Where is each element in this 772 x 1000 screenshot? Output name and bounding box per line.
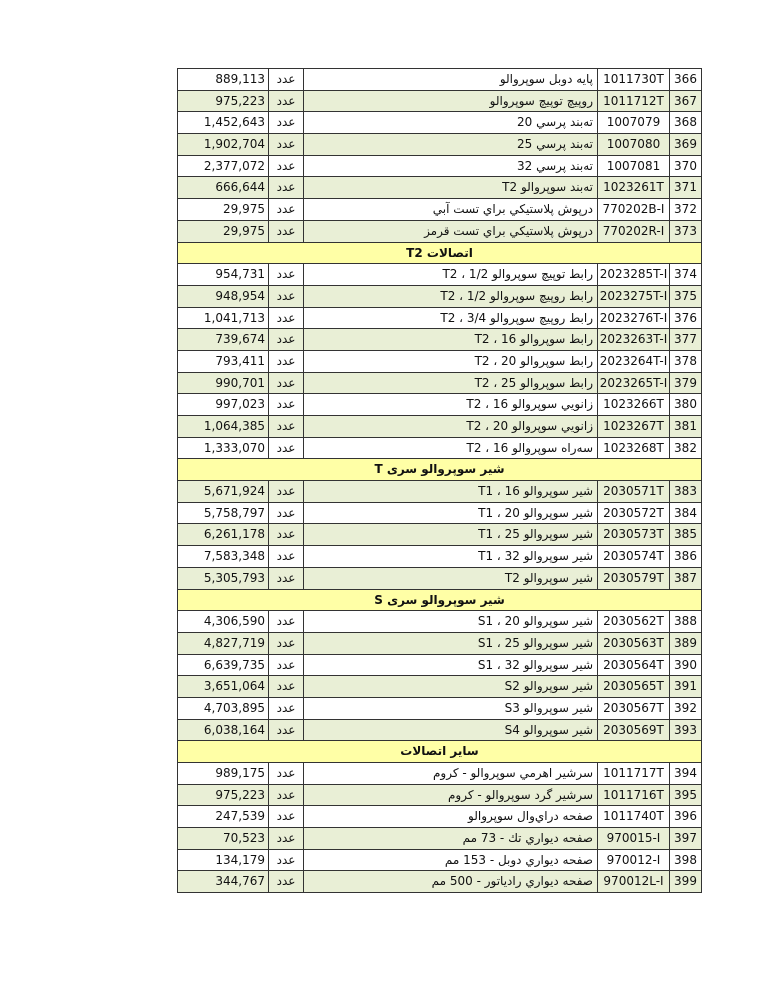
- price-cell: 6,038,164: [178, 720, 269, 742]
- table-row: [178, 850, 702, 872]
- code-cell: 1023266T: [598, 394, 670, 416]
- code-cell: 2030564T: [598, 655, 670, 677]
- description-cell: صفحه ديواري دوبل - 153 مم: [304, 850, 598, 872]
- price-cell: 29,975: [178, 199, 269, 221]
- price-cell: 1,902,704: [178, 134, 269, 156]
- unit-cell: عدد: [269, 286, 304, 308]
- price-cell: 1,041,713: [178, 308, 269, 330]
- section-header: شير سوپروالو سری S: [178, 590, 702, 612]
- unit-cell: عدد: [269, 394, 304, 416]
- table-row: [178, 91, 702, 113]
- section-header: ساير اتصالات: [178, 741, 702, 763]
- description-cell: شير سوپروالو S1 ، 32: [304, 655, 598, 677]
- unit-cell: عدد: [269, 199, 304, 221]
- code-cell: 2030565T: [598, 676, 670, 698]
- unit-cell: عدد: [269, 112, 304, 134]
- price-cell: 1,333,070: [178, 438, 269, 460]
- code-cell: 1011730T: [598, 69, 670, 91]
- row-number-cell: 389: [670, 633, 702, 655]
- unit-cell: عدد: [269, 698, 304, 720]
- price-cell: 29,975: [178, 221, 269, 243]
- table-row: [178, 828, 702, 850]
- section-header: اتصالات T2: [178, 243, 702, 265]
- table-row: [178, 373, 702, 395]
- code-cell: 1007080: [598, 134, 670, 156]
- unit-cell: عدد: [269, 633, 304, 655]
- row-number-cell: 393: [670, 720, 702, 742]
- description-cell: ته‌بند پرسي 32: [304, 156, 598, 178]
- description-cell: رابط روپيچ سوپروالو T2 ، 3/4: [304, 308, 598, 330]
- row-number-cell: 394: [670, 763, 702, 785]
- code-cell: 970015-I: [598, 828, 670, 850]
- price-cell: 1,452,643: [178, 112, 269, 134]
- unit-cell: عدد: [269, 134, 304, 156]
- table-row: [178, 286, 702, 308]
- row-number-cell: 395: [670, 785, 702, 807]
- price-cell: 7,583,348: [178, 546, 269, 568]
- description-cell: صفحه دراي‌وال سوپروالو: [304, 806, 598, 828]
- unit-cell: عدد: [269, 156, 304, 178]
- row-number-cell: 392: [670, 698, 702, 720]
- table-row: [178, 524, 702, 546]
- table-row: [178, 720, 702, 742]
- row-number-cell: 385: [670, 524, 702, 546]
- table-row: [178, 221, 702, 243]
- description-cell: شير سوپروالو T1 ، 32: [304, 546, 598, 568]
- price-cell: 5,305,793: [178, 568, 269, 590]
- price-cell: 997,023: [178, 394, 269, 416]
- description-cell: زانويي سوپروالو T2 ، 20: [304, 416, 598, 438]
- price-cell: 344,767: [178, 871, 269, 893]
- row-number-cell: 380: [670, 394, 702, 416]
- row-number-cell: 367: [670, 91, 702, 113]
- description-cell: درپوش پلاستيكي براي تست آبي: [304, 199, 598, 221]
- code-cell: 2030572T: [598, 503, 670, 525]
- price-cell: 948,954: [178, 286, 269, 308]
- code-cell: 2030571T: [598, 481, 670, 503]
- code-cell: 1011712T: [598, 91, 670, 113]
- description-cell: شير سوپروالو S3: [304, 698, 598, 720]
- code-cell: 1011740T: [598, 806, 670, 828]
- unit-cell: عدد: [269, 676, 304, 698]
- unit-cell: عدد: [269, 720, 304, 742]
- unit-cell: عدد: [269, 828, 304, 850]
- description-cell: رابط سوپروالو T2 ، 25: [304, 373, 598, 395]
- price-cell: 990,701: [178, 373, 269, 395]
- unit-cell: عدد: [269, 91, 304, 113]
- table-row: [178, 481, 702, 503]
- unit-cell: عدد: [269, 329, 304, 351]
- table-row: [178, 308, 702, 330]
- unit-cell: عدد: [269, 546, 304, 568]
- price-cell: 1,064,385: [178, 416, 269, 438]
- description-cell: روپيچ توپيچ سوپروالو: [304, 91, 598, 113]
- description-cell: شير سوپروالو T2: [304, 568, 598, 590]
- table-row: [178, 177, 702, 199]
- price-cell: 954,731: [178, 264, 269, 286]
- code-cell: 2030569T: [598, 720, 670, 742]
- code-cell: 2023263T-I: [598, 329, 670, 351]
- code-cell: 2030563T: [598, 633, 670, 655]
- unit-cell: عدد: [269, 524, 304, 546]
- price-cell: 793,411: [178, 351, 269, 373]
- row-number-cell: 383: [670, 481, 702, 503]
- table-row: [178, 806, 702, 828]
- description-cell: شير سوپروالو T1 ، 25: [304, 524, 598, 546]
- description-cell: ته‌بند سوپروالو T2: [304, 177, 598, 199]
- table-row: [178, 351, 702, 373]
- price-cell: 134,179: [178, 850, 269, 872]
- price-cell: 6,639,735: [178, 655, 269, 677]
- description-cell: سه‌راه سوپروالو T2 ، 16: [304, 438, 598, 460]
- table-row: [178, 156, 702, 178]
- price-cell: 889,113: [178, 69, 269, 91]
- description-cell: زانويي سوپروالو T2 ، 16: [304, 394, 598, 416]
- row-number-cell: 379: [670, 373, 702, 395]
- unit-cell: عدد: [269, 481, 304, 503]
- table-row: [178, 134, 702, 156]
- price-cell: 2,377,072: [178, 156, 269, 178]
- code-cell: 770202R-I: [598, 221, 670, 243]
- price-cell: 4,827,719: [178, 633, 269, 655]
- description-cell: شير سوپروالو T1 ، 20: [304, 503, 598, 525]
- description-cell: رابط سوپروالو T2 ، 20: [304, 351, 598, 373]
- price-cell: 5,758,797: [178, 503, 269, 525]
- table-row: [178, 611, 702, 633]
- price-table: [177, 68, 702, 893]
- row-number-cell: 376: [670, 308, 702, 330]
- table-row: [178, 763, 702, 785]
- description-cell: سرشير اهرمي سوپروالو - كروم: [304, 763, 598, 785]
- row-number-cell: 371: [670, 177, 702, 199]
- row-number-cell: 390: [670, 655, 702, 677]
- unit-cell: عدد: [269, 503, 304, 525]
- code-cell: 2030567T: [598, 698, 670, 720]
- row-number-cell: 368: [670, 112, 702, 134]
- table-row: [178, 329, 702, 351]
- unit-cell: عدد: [269, 264, 304, 286]
- code-cell: 770202B-I: [598, 199, 670, 221]
- unit-cell: عدد: [269, 806, 304, 828]
- price-cell: 6,261,178: [178, 524, 269, 546]
- unit-cell: عدد: [269, 655, 304, 677]
- price-cell: 4,703,895: [178, 698, 269, 720]
- price-cell: 975,223: [178, 785, 269, 807]
- row-number-cell: 381: [670, 416, 702, 438]
- table-row: [178, 676, 702, 698]
- unit-cell: عدد: [269, 416, 304, 438]
- unit-cell: عدد: [269, 763, 304, 785]
- row-number-cell: 387: [670, 568, 702, 590]
- row-number-cell: 373: [670, 221, 702, 243]
- unit-cell: عدد: [269, 871, 304, 893]
- description-cell: رابط سوپروالو T2 ، 16: [304, 329, 598, 351]
- price-cell: 5,671,924: [178, 481, 269, 503]
- code-cell: 970012-I: [598, 850, 670, 872]
- row-number-cell: 398: [670, 850, 702, 872]
- description-cell: سرشير گرد سوپروالو - كروم: [304, 785, 598, 807]
- description-cell: رابط توپيچ سوپروالو T2 ، 1/2: [304, 264, 598, 286]
- unit-cell: عدد: [269, 438, 304, 460]
- code-cell: 1011717T: [598, 763, 670, 785]
- table-row: [178, 416, 702, 438]
- code-cell: 1023261T: [598, 177, 670, 199]
- description-cell: شير سوپروالو S2: [304, 676, 598, 698]
- unit-cell: عدد: [269, 373, 304, 395]
- table-row: [178, 568, 702, 590]
- code-cell: 1011716T: [598, 785, 670, 807]
- table-row: [178, 698, 702, 720]
- row-number-cell: 384: [670, 503, 702, 525]
- table-row: [178, 394, 702, 416]
- description-cell: شير سوپروالو T1 ، 16: [304, 481, 598, 503]
- row-number-cell: 382: [670, 438, 702, 460]
- unit-cell: عدد: [269, 785, 304, 807]
- table-row: [178, 503, 702, 525]
- price-cell: 666,644: [178, 177, 269, 199]
- price-cell: 975,223: [178, 91, 269, 113]
- code-cell: 1007079: [598, 112, 670, 134]
- code-cell: 2023265T-I: [598, 373, 670, 395]
- code-cell: 2030579T: [598, 568, 670, 590]
- section-header: شير سوپروالو سری T: [178, 459, 702, 481]
- code-cell: 2023275T-I: [598, 286, 670, 308]
- table-row: [178, 199, 702, 221]
- row-number-cell: 366: [670, 69, 702, 91]
- code-cell: 2023276T-I: [598, 308, 670, 330]
- row-number-cell: 374: [670, 264, 702, 286]
- description-cell: درپوش پلاستيكي براي تست قرمز: [304, 221, 598, 243]
- description-cell: صفحه ديواري تك - 73 مم: [304, 828, 598, 850]
- row-number-cell: 369: [670, 134, 702, 156]
- table-row: [178, 655, 702, 677]
- row-number-cell: 391: [670, 676, 702, 698]
- description-cell: پایه دوبل سوپروالو: [304, 69, 598, 91]
- row-number-cell: 378: [670, 351, 702, 373]
- price-cell: 70,523: [178, 828, 269, 850]
- description-cell: شير سوپروالو S1 ، 25: [304, 633, 598, 655]
- row-number-cell: 388: [670, 611, 702, 633]
- code-cell: 1023267T: [598, 416, 670, 438]
- table-row: [178, 112, 702, 134]
- row-number-cell: 396: [670, 806, 702, 828]
- row-number-cell: 399: [670, 871, 702, 893]
- description-cell: ته‌بند پرسي 25: [304, 134, 598, 156]
- code-cell: 2030573T: [598, 524, 670, 546]
- row-number-cell: 375: [670, 286, 702, 308]
- description-cell: صفحه ديواري رادياتور - 500 مم: [304, 871, 598, 893]
- price-cell: 739,674: [178, 329, 269, 351]
- code-cell: 2023285T-I: [598, 264, 670, 286]
- unit-cell: عدد: [269, 308, 304, 330]
- unit-cell: عدد: [269, 568, 304, 590]
- row-number-cell: 372: [670, 199, 702, 221]
- row-number-cell: 386: [670, 546, 702, 568]
- unit-cell: عدد: [269, 221, 304, 243]
- row-number-cell: 377: [670, 329, 702, 351]
- description-cell: شير سوپروالو S1 ، 20: [304, 611, 598, 633]
- description-cell: ته‌بند پرسي 20: [304, 112, 598, 134]
- price-cell: 989,175: [178, 763, 269, 785]
- row-number-cell: 397: [670, 828, 702, 850]
- unit-cell: عدد: [269, 850, 304, 872]
- description-cell: شير سوپروالو S4: [304, 720, 598, 742]
- unit-cell: عدد: [269, 611, 304, 633]
- description-cell: رابط روپيچ سوپروالو T2 ، 1/2: [304, 286, 598, 308]
- table-row: [178, 264, 702, 286]
- unit-cell: عدد: [269, 351, 304, 373]
- code-cell: 1023268T: [598, 438, 670, 460]
- code-cell: 2030574T: [598, 546, 670, 568]
- code-cell: 970012L-I: [598, 871, 670, 893]
- table-row: [178, 871, 702, 893]
- code-cell: 2030562T: [598, 611, 670, 633]
- table-row: [178, 438, 702, 460]
- code-cell: 1007081: [598, 156, 670, 178]
- unit-cell: عدد: [269, 69, 304, 91]
- unit-cell: عدد: [269, 177, 304, 199]
- price-cell: 4,306,590: [178, 611, 269, 633]
- table-row: [178, 785, 702, 807]
- price-cell: 3,651,064: [178, 676, 269, 698]
- price-cell: 247,539: [178, 806, 269, 828]
- row-number-cell: 370: [670, 156, 702, 178]
- table-row: [178, 69, 702, 91]
- table-row: [178, 546, 702, 568]
- code-cell: 2023264T-I: [598, 351, 670, 373]
- table-row: [178, 633, 702, 655]
